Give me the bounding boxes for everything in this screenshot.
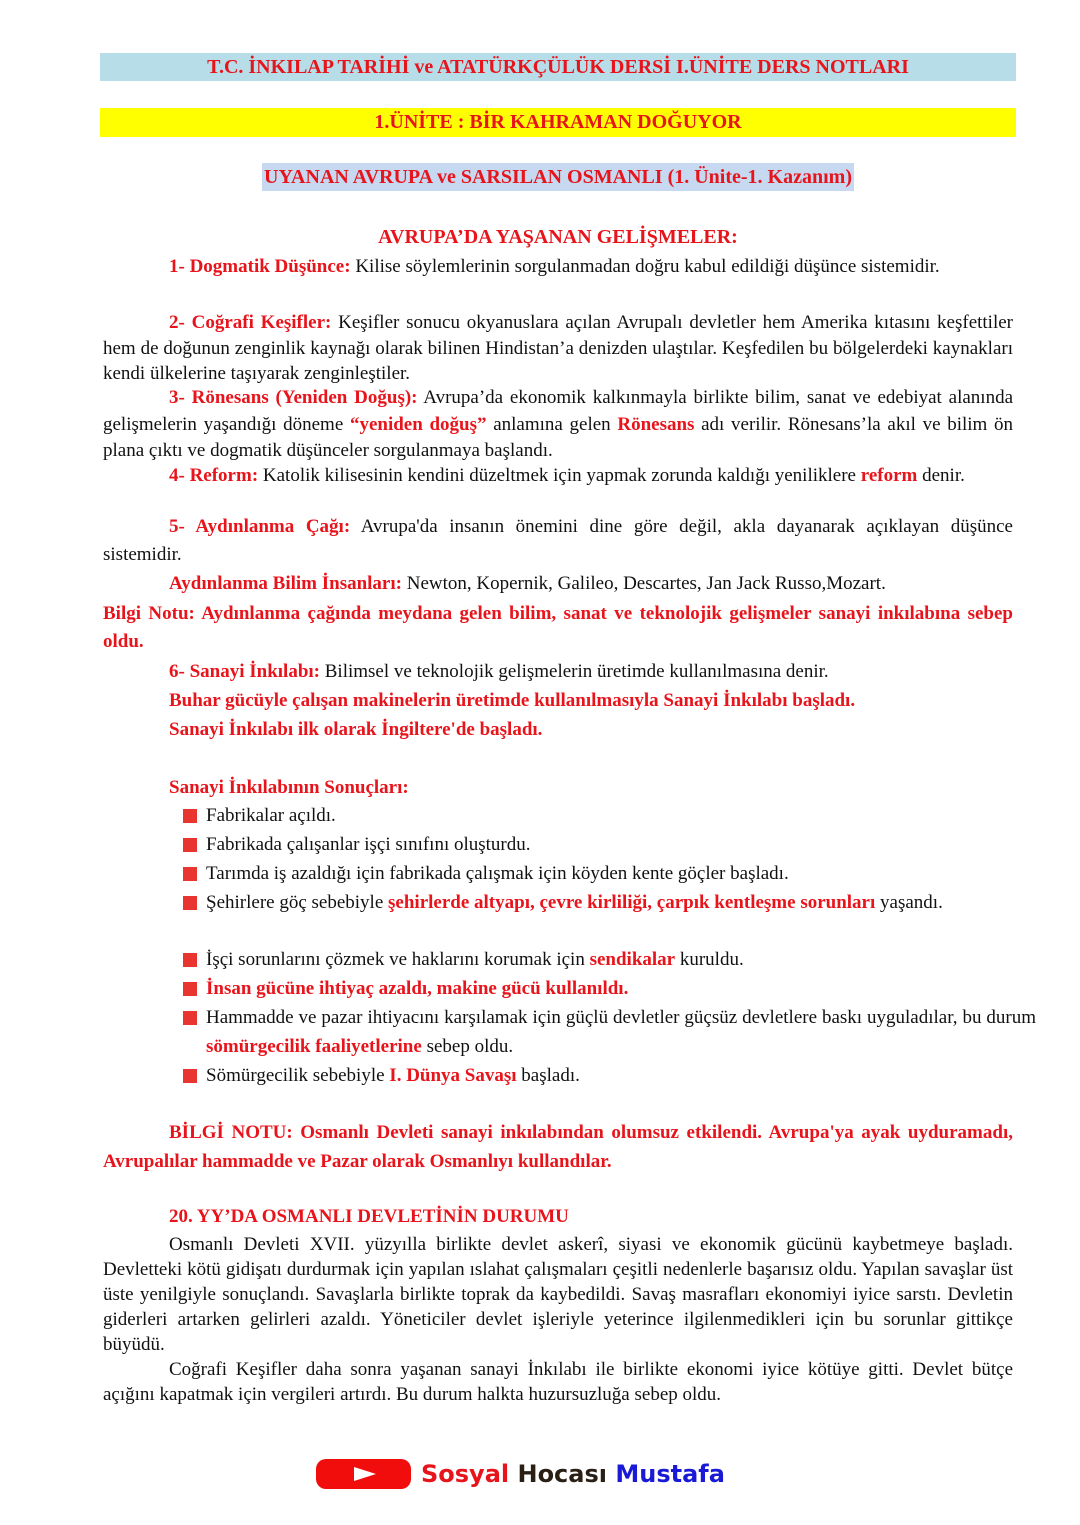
highlighted-text: Aydınlanma Bilim İnsanları: <box>169 573 402 594</box>
paragraph-renaissance <box>103 385 1013 465</box>
info-note-ottoman <box>103 1118 1013 1176</box>
square-bullet-icon <box>183 867 197 881</box>
highlighted-text: İnsan gücüne ihtiyaç azaldı, makine gücü kullanıldı. <box>206 978 629 999</box>
square-bullet-icon <box>183 1069 197 1083</box>
square-bullet-icon <box>183 809 197 823</box>
logo-word-2: Hocası <box>517 1460 607 1488</box>
text-segment: denir. <box>917 465 965 486</box>
highlighted-text: I. Dünya Savaşı <box>389 1065 517 1086</box>
list-item <box>183 859 1036 888</box>
highlighted-text: sendikalar <box>589 949 676 970</box>
text-segment: Kilise söylemlerinin sorgulanmadan doğru kabul edildiği düşünce sistemidir. <box>350 256 940 277</box>
text-segment: anlamına gelen <box>486 413 618 435</box>
text-segment: Bilimsel ve teknolojik gelişmelerin üretimde kullanılmasına denir. <box>320 661 829 682</box>
text-segment: Sömürgecilik sebebiyle <box>206 1065 390 1086</box>
text-segment: İşçi sorunlarını çözmek ve haklarını korumak için <box>206 949 590 970</box>
text-segment: sebep oldu. <box>421 1036 514 1057</box>
list-item <box>183 1061 1036 1090</box>
ottoman-heading <box>103 1204 1013 1230</box>
paragraph-industrial <box>103 657 1013 686</box>
square-bullet-icon <box>183 982 197 996</box>
subtitle-wrap <box>100 166 1016 189</box>
highlighted-text: reform <box>860 465 918 486</box>
text-segment: yaşandı. <box>875 892 943 913</box>
highlighted-text: Buhar gücüyle çalışan makinelerin üretimde kullanılmasıyla Sanayi İnkılabı başladı. <box>169 690 856 711</box>
logo-word-1: Sosyal <box>421 1460 510 1488</box>
highlighted-text: 4- Reform: <box>169 465 259 486</box>
section-heading: AVRUPA’DA YAŞANAN GELİŞMELER: <box>378 226 738 248</box>
results-heading <box>103 773 1013 802</box>
list-item <box>183 830 1036 859</box>
square-bullet-icon <box>183 953 197 967</box>
paragraph-dogmatic <box>103 253 1013 281</box>
text-segment: Coğrafi Keşifler daha sonra yaşanan sanayi İnkılabı ile birlikte ekonomi iyice kötüye gitti. Devlet bütçe açığını kapatmak için vergileri artırdı. Bu durum halkta huzursuzluğa sebep oldu. <box>103 1359 1013 1405</box>
square-bullet-icon <box>183 838 197 852</box>
text-segment: Şehirlere göç sebebiyle <box>206 892 389 913</box>
youtube-play-icon <box>316 1459 411 1489</box>
paragraph-ottoman-2 <box>103 1357 1013 1407</box>
channel-logo <box>316 1459 725 1489</box>
highlighted-text: 5- Aydınlanma Çağı: <box>169 516 351 537</box>
square-bullet-icon <box>183 896 197 910</box>
text-segment: Avrupa'da insanın önemini dine göre değil, akla dayanarak açıklayan düşünce sistemidir. <box>103 516 1013 565</box>
list-item <box>183 888 1036 917</box>
paragraph-discoveries <box>103 310 1013 387</box>
text-segment: Newton, Kopernik, Galileo, Descartes, Jan Jack Russo,Mozart. <box>401 573 886 594</box>
paragraph-scientists <box>103 570 1013 598</box>
highlighted-text: 2- Coğrafi Keşifler: <box>169 312 332 333</box>
square-bullet-icon <box>183 1011 197 1025</box>
paragraph-enlightenment <box>103 513 1013 569</box>
text-segment: Avrupa’da ekonomik kalkınmayla birlikte bilim, sanat ve edebiyat alanında gelişmelerin yaşandığı döneme <box>103 387 1013 435</box>
logo-word-3: Mustafa <box>615 1460 725 1488</box>
list-item <box>183 801 1036 830</box>
text-segment: Fabrikalar açıldı. <box>206 805 336 826</box>
paragraph-steam <box>103 686 1013 715</box>
text-segment: Katolik kilisesinin kendini düzeltmek için yapmak zorunda kaldığı yeniliklere <box>258 465 861 486</box>
subtitle: UYANAN AVRUPA ve SARSILAN OSMANLI (1. Ünite-1. Kazanım) <box>262 163 854 191</box>
info-note <box>103 600 1013 656</box>
text-segment: adı verilir. Rönesans’la akıl ve bilim ön plana çıktı ve dogmatik düşünceler sorgulanmaya başlandı. <box>103 413 1013 461</box>
text-segment: Fabrikada çalışanlar işçi sınıfını oluşturdu. <box>206 834 531 855</box>
highlighted-text: 6- Sanayi İnkılabı: <box>169 661 320 682</box>
highlighted-text: 1- Dogmatik Düşünce: <box>169 256 351 277</box>
list-item <box>183 945 1036 974</box>
paragraph-ottoman-1 <box>103 1232 1013 1357</box>
text-segment: Osmanlı Devleti XVII. yüzyılla birlikte devlet askerî, siyasi ve ekonomik gücünü kaybetmeye başladı. Devletteki kötü gidişatı durdurmak için yapılan ıslahat çalışmaları çeşitli nedenlerle başarısız oldu. Yapılan savaşlar üst üste yenilgiyle sonuçlandı. Savaşlarla birlikte toprak da kaybedildi. Savaş masrafları ekonomiyi iyice sarstı. Devletin giderleri artarken gelirleri azaldı. Yöneticiler devlet işleriyle yeterince ilgilenmedikleri için bu sorunlar gittikçe büyüdü. <box>103 1234 1013 1355</box>
highlighted-text: 20. YY’DA OSMANLI DEVLETİNİN DURUMU <box>169 1206 569 1227</box>
list-item <box>183 1003 1036 1061</box>
unit-title: 1.ÜNİTE : BİR KAHRAMAN DOĞUYOR <box>100 108 1016 137</box>
text-segment: Keşifler sonucu okyanuslara açılan Avrupalı devletler hem Amerika kıtasını keşfettiler hem de doğunun zenginlik kaynağı olarak bilinen Hindistan’a denizden ulaştılar. Keşfedilen bu bölgelerdeki kaynakları kendi ülkelerine taşıyarak zenginleştiler. <box>103 312 1013 384</box>
document-title: T.C. İNKILAP TARİHİ ve ATATÜRKÇÜLÜK DERSİ I.ÜNİTE DERS NOTLARI <box>100 53 1016 81</box>
text-segment: Tarımda iş azaldığı için fabrikada çalışmak için köyden kente göçler başladı. <box>206 863 789 884</box>
highlighted-text: “yeniden doğuş” <box>349 413 487 435</box>
highlighted-text: Sanayi İnkılabı ilk olarak İngiltere'de başladı. <box>169 719 543 740</box>
text-segment: başladı. <box>516 1065 580 1086</box>
highlighted-text: Rönesans <box>617 413 695 435</box>
text-segment: kuruldu. <box>675 949 744 970</box>
text-segment: Hammadde ve pazar ihtiyacını karşılamak için güçlü devletler güçsüz devletlere baskı uyguladılar, bu durum <box>206 1007 1036 1028</box>
highlighted-text: Sanayi İnkılabının Sonuçları: <box>169 777 409 798</box>
highlighted-text: BİLGİ NOTU: Osmanlı Devleti sanayi inkılabından olumsuz etkilendi. Avrupa'ya ayak uyduramadı, Avrupalılar hammadde ve Pazar olarak Osmanlıyı kullandılar. <box>103 1122 1013 1172</box>
highlighted-text: Bilgi Notu: Aydınlanma çağında meydana gelen bilim, sanat ve teknolojik gelişmeler sanayi inkılabına sebep oldu. <box>103 603 1013 652</box>
highlighted-text: sömürgecilik faaliyetlerine <box>206 1036 422 1057</box>
highlighted-text: şehirlerde altyapı, çevre kirliliği, çarpık kentleşme sorunları <box>388 892 876 913</box>
paragraph-england <box>103 715 1013 744</box>
list-item <box>183 974 1036 1003</box>
paragraph-reform <box>103 463 1013 488</box>
highlighted-text: 3- Rönesans (Yeniden Doğuş): <box>169 387 418 408</box>
